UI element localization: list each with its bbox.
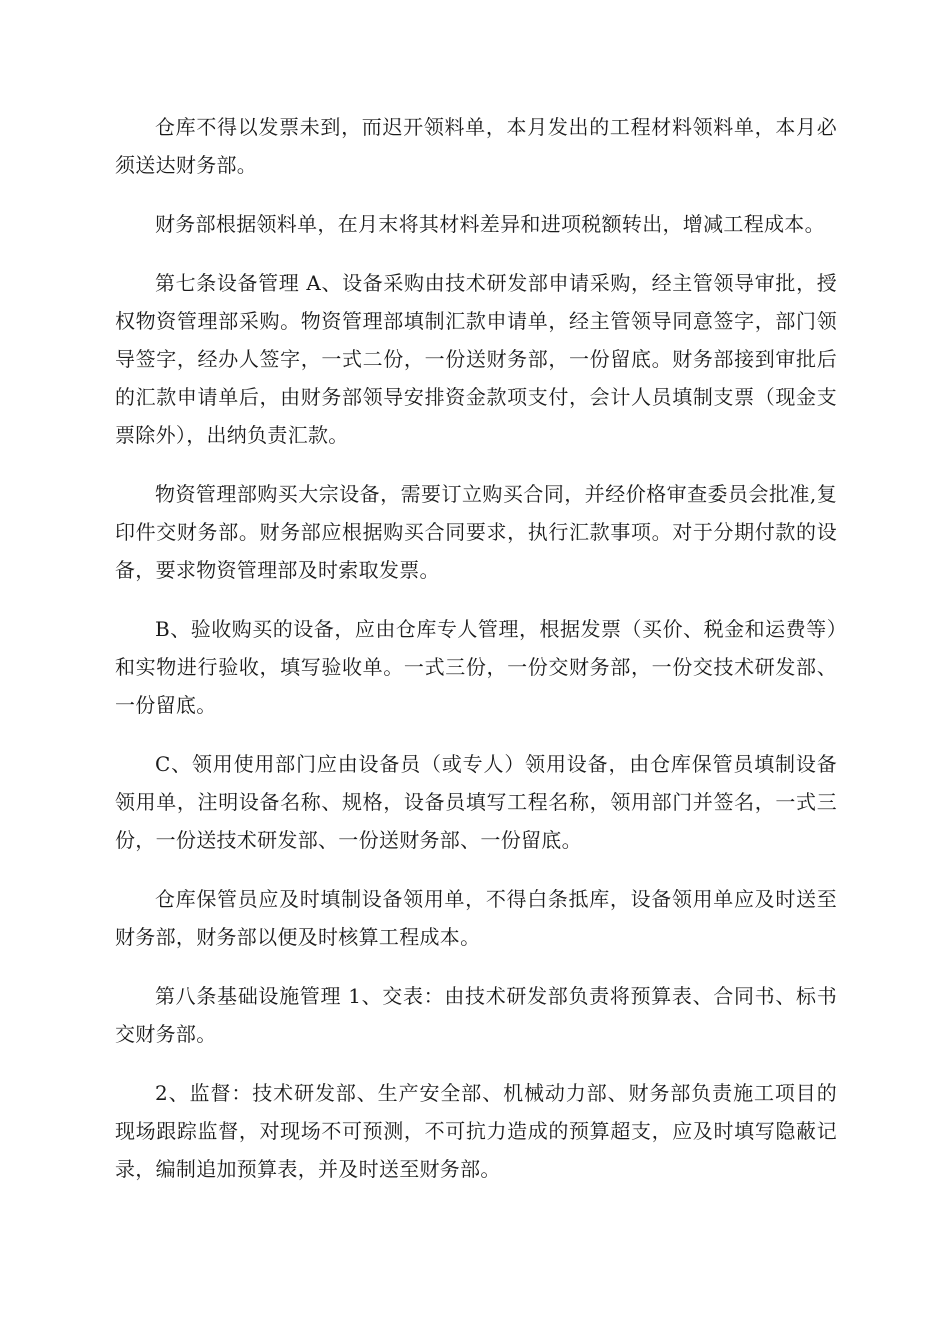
paragraph-supervision: 2、监督：技术研发部、生产安全部、机械动力部、财务部负责施工项目的现场跟踪监督，对现场不可预测，不可抗力造成的预算超支，应及时填写隐蔽记录，编制追加预算表，并及时送至财务部。 <box>115 1081 837 1181</box>
paragraph-bulk-equipment-contract: 物资管理部购买大宗设备，需要订立购买合同，并经价格审查委员会批准,复印件交财务部。财务部应根据购买合同要求，执行汇款事项。对于分期付款的设备，要求物资管理部及时索取发票。 <box>115 482 837 582</box>
paragraph-material-variance: 财务部根据领料单，在月末将其材料差异和进项税额转出，增减工程成本。 <box>155 212 825 236</box>
paragraph-article-8-infrastructure: 第八条基础设施管理 1、交表：由技术研发部负责将预算表、合同书、标书交财务部。 <box>115 984 837 1046</box>
paragraph-warehouse-keeper: 仓库保管员应及时填制设备领用单，不得白条抵库，设备领用单应及时送至财务部，财务部以便及时核算工程成本。 <box>115 887 837 949</box>
document-body <box>115 108 837 1209</box>
paragraph-invoice-delay: 仓库不得以发票未到，而迟开领料单，本月发出的工程材料领料单，本月必须送达财务部。 <box>115 115 837 177</box>
paragraph-equipment-acceptance: B、验收购买的设备，应由仓库专人管理，根据发票（买价、税金和运费等）和实物进行验收，填写验收单。一式三份，一份交财务部，一份交技术研发部、一份留底。 <box>115 617 837 717</box>
paragraph-equipment-requisition: C、领用使用部门应由设备员（或专人）领用设备，由仓库保管员填制设备领用单，注明设备名称、规格，设备员填写工程名称，领用部门并签名，一式三份，一份送技术研发部、一份送财务部、一份留底。 <box>115 752 837 852</box>
paragraph-article-7-equipment-purchase: 第七条设备管理 A、设备采购由技术研发部申请采购，经主管领导审批，授权物资管理部采购。物资管理部填制汇款申请单，经主管领导同意签字，部门领导签字，经办人签字，一式二份，一份送财务部，一份留底。财务部接到审批后的汇款申请单后，由财务部领导安排资金款项支付，会计人员填制支票（现金支票除外），出纳负责汇款。 <box>115 271 837 447</box>
